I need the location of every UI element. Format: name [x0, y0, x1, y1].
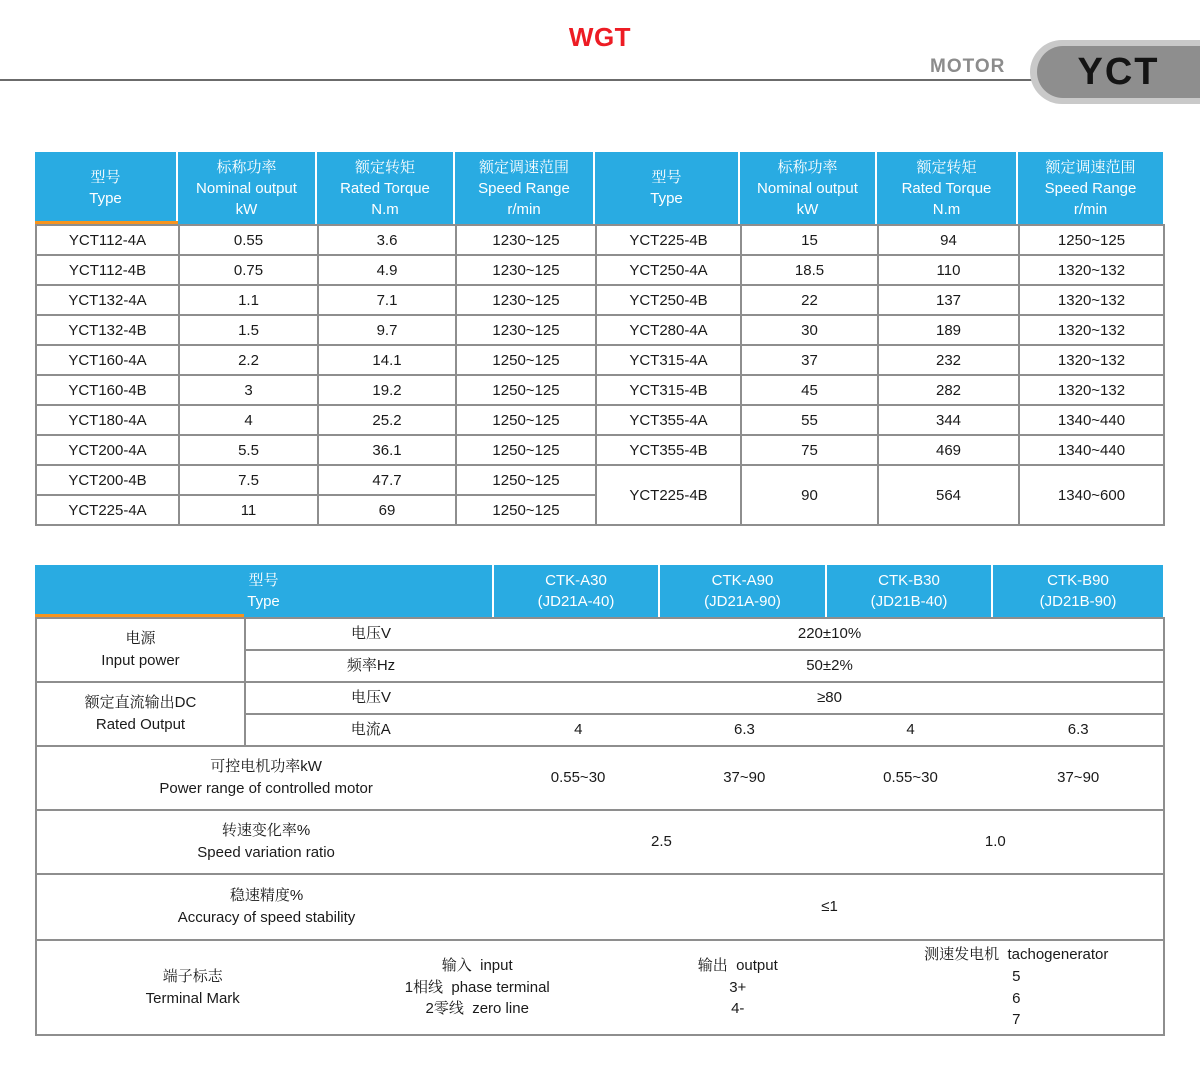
- value-current-b30: 4: [906, 721, 915, 739]
- label-zh: 电源: [125, 630, 156, 648]
- cell-torque: 14.1: [318, 345, 456, 375]
- cell-output: 18.5: [741, 255, 878, 285]
- column-header-type: [35, 565, 494, 617]
- table-row: [36, 375, 1164, 405]
- cell-output: 30: [741, 315, 878, 345]
- label-zh: 可控电机功率kW: [210, 758, 322, 776]
- terminal-input-block: [348, 941, 606, 1034]
- header-en: Nominal output: [757, 179, 858, 197]
- sub-label-dc-current: 电流A: [350, 721, 391, 739]
- cell-torque: 47.7: [318, 465, 456, 495]
- model-name: CTK-A30: [545, 572, 607, 589]
- model-code: (JD21A-90): [704, 593, 781, 610]
- cell-output: 5.5: [179, 435, 318, 465]
- value-power-b30: 0.55~30: [883, 769, 938, 787]
- cell-type: YCT315-4B: [596, 375, 741, 405]
- yct-badge: [1030, 40, 1200, 104]
- cell-type: YCT112-4A: [36, 225, 179, 255]
- label-zh: 稳速精度%: [229, 887, 304, 905]
- motor-table-header: [35, 152, 1163, 224]
- header-zh: 型号: [90, 169, 121, 186]
- cell-speed-range: 1250~125: [456, 435, 596, 465]
- row-label-rated-output: [36, 682, 245, 746]
- header-unit: r/min: [507, 200, 541, 218]
- value-frequency: 50±2%: [806, 657, 853, 675]
- cell-torque: 69: [318, 495, 456, 525]
- table-row: [36, 405, 1164, 435]
- cell-type-merged: YCT225-4B: [596, 465, 741, 525]
- yct-badge-text: YCT: [1077, 50, 1160, 93]
- label-en: Terminal Mark: [145, 989, 240, 1007]
- cell-torque-merged: 564: [878, 465, 1019, 525]
- cell-speed-range: 1230~125: [456, 285, 596, 315]
- cell-terminal-mark: [36, 940, 1164, 1035]
- divider-line: [0, 79, 1032, 81]
- cell-speed-range: 1230~125: [456, 255, 596, 285]
- cell-type: YCT160-4B: [36, 375, 179, 405]
- cell-torque: 3.6: [318, 225, 456, 255]
- cell-dc-voltage: [245, 682, 1164, 714]
- column-header-type: [595, 152, 740, 224]
- table-row: [36, 810, 1164, 874]
- model-name: CTK-B30: [878, 572, 940, 589]
- terminal-output-line: 3+: [729, 978, 747, 996]
- cell-speed-range: 1250~125: [456, 495, 596, 525]
- cell-type: YCT250-4B: [596, 285, 741, 315]
- cell-output: 75: [741, 435, 878, 465]
- label-en: Rated Output: [95, 716, 186, 733]
- model-code: (JD21B-40): [870, 593, 948, 610]
- header-unit: r/min: [1073, 200, 1108, 218]
- label-zh: 转速变化率%: [221, 822, 311, 840]
- header-unit: N.m: [932, 200, 961, 218]
- header-en: Rated Torque: [340, 179, 430, 197]
- cell-torque: 25.2: [318, 405, 456, 435]
- header-zh: 额定调速范围: [1045, 158, 1136, 176]
- cell-output-merged: 90: [741, 465, 878, 525]
- terminal-input-line: 1相线 phase terminal: [404, 978, 550, 996]
- column-header-speed-range: [1018, 152, 1163, 224]
- label-en: Accuracy of speed stability: [177, 909, 356, 926]
- value-current-a90: 6.3: [734, 721, 755, 739]
- terminal-output-block: [606, 941, 870, 1034]
- label-zh: 端子标志: [162, 967, 223, 985]
- cell-torque: 189: [878, 315, 1019, 345]
- cell-speed-range: 1250~125: [456, 375, 596, 405]
- cell-output: 4: [179, 405, 318, 435]
- header-en: Speed Range: [478, 179, 570, 197]
- cell-type: YCT280-4A: [596, 315, 741, 345]
- cell-output: 0.55: [179, 225, 318, 255]
- cell-speed-variation: [36, 810, 1164, 874]
- terminal-tacho-title: 测速发电机 tachogenerator: [924, 946, 1109, 963]
- terminal-output-line: 4-: [731, 1000, 745, 1018]
- cell-torque: 9.7: [318, 315, 456, 345]
- cell-speed-range: 1250~125: [1019, 225, 1164, 255]
- orange-accent-bar: [35, 221, 178, 224]
- cell-torque: 137: [878, 285, 1019, 315]
- value-current-b90: 6.3: [1067, 721, 1089, 739]
- cell-torque: 7.1: [318, 285, 456, 315]
- label-en: Power range of controlled motor: [159, 780, 373, 797]
- row-label-power-range: [37, 747, 495, 809]
- cell-output: 2.2: [179, 345, 318, 375]
- terminal-tacho-line: 6: [1012, 989, 1021, 1007]
- cell-type: YCT180-4A: [36, 405, 179, 435]
- terminal-tacho-block: [870, 941, 1163, 1034]
- row-label-speed-accuracy: [37, 875, 496, 939]
- cell-dc-current: [245, 714, 1164, 746]
- table-row: [36, 435, 1164, 465]
- value-power-b90: 37~90: [1057, 769, 1100, 787]
- header-zh: 型号: [651, 169, 682, 186]
- cell-type: YCT200-4B: [36, 465, 179, 495]
- label-en: Input power: [101, 652, 180, 669]
- header-zh: 额定转矩: [916, 158, 977, 176]
- cell-speed-range: 1340~440: [1019, 405, 1164, 435]
- cell-torque: 19.2: [318, 375, 456, 405]
- sub-label-voltage: 电压V: [350, 625, 391, 643]
- model-name: CTK-B90: [1047, 572, 1109, 589]
- header-en: Nominal output: [196, 179, 297, 197]
- cell-output: 22: [741, 285, 878, 315]
- brand-logo: WGT: [568, 22, 632, 52]
- column-header-ctk-a90: [660, 565, 827, 617]
- cell-type: YCT200-4A: [36, 435, 179, 465]
- cell-type: YCT225-4B: [596, 225, 741, 255]
- row-label-terminal-mark: [37, 941, 348, 1034]
- header-en: Type: [650, 190, 683, 207]
- cell-speed-range: 1250~125: [456, 405, 596, 435]
- controller-spec-table: [35, 565, 1163, 1036]
- label-en: Speed variation ratio: [197, 844, 335, 861]
- header-unit: N.m: [371, 200, 399, 218]
- header-zh: 标称功率: [216, 158, 277, 176]
- header-unit: kW: [235, 200, 258, 218]
- cell-type: YCT225-4A: [36, 495, 179, 525]
- cell-output: 55: [741, 405, 878, 435]
- column-header-type: [35, 152, 178, 224]
- cell-speed-range: 1230~125: [456, 225, 596, 255]
- terminal-tacho-line: 5: [1012, 967, 1021, 985]
- table-row: [36, 345, 1164, 375]
- cell-speed-range: 1320~132: [1019, 255, 1164, 285]
- column-header-ctk-b90: [993, 565, 1163, 617]
- orange-accent-bar: [35, 614, 244, 617]
- cell-type: YCT160-4A: [36, 345, 179, 375]
- cell-torque: 94: [878, 225, 1019, 255]
- value-power-a30: 0.55~30: [550, 769, 606, 787]
- table-row: [36, 255, 1164, 285]
- cell-type: YCT250-4A: [596, 255, 741, 285]
- value-dc-voltage: ≥80: [817, 689, 842, 707]
- yct-badge-inner: [1037, 46, 1200, 98]
- cell-torque: 36.1: [318, 435, 456, 465]
- cell-type: YCT355-4B: [596, 435, 741, 465]
- sub-label-frequency: 频率Hz: [346, 657, 396, 675]
- sub-label-dc-voltage: 电压V: [350, 689, 391, 707]
- table-row: [36, 618, 1164, 650]
- table-row: [36, 682, 1164, 714]
- column-header-output: [740, 152, 877, 224]
- cell-output: 11: [179, 495, 318, 525]
- cell-power-range: [36, 746, 1164, 810]
- cell-output: 37: [741, 345, 878, 375]
- cell-speed-range: 1320~132: [1019, 375, 1164, 405]
- terminal-input-line: 2零线 zero line: [425, 1000, 529, 1018]
- value-current-a30: 4: [574, 721, 583, 739]
- cell-output: 15: [741, 225, 878, 255]
- motor-table-body: [35, 224, 1165, 526]
- header-zh: 额定转矩: [354, 158, 415, 176]
- cell-frequency: [245, 650, 1164, 682]
- value-voltage: 220±10%: [797, 625, 862, 643]
- cell-torque: 344: [878, 405, 1019, 435]
- cell-torque: 282: [878, 375, 1019, 405]
- value-speed-accuracy: ≤1: [821, 898, 838, 916]
- header-zh: 额定调速范围: [478, 158, 569, 176]
- model-name: CTK-A90: [711, 572, 774, 589]
- terminal-tacho-line: 7: [1012, 1011, 1021, 1029]
- value-power-a90: 37~90: [723, 769, 766, 787]
- header-zh: 型号: [248, 572, 279, 589]
- table-row: [36, 285, 1164, 315]
- header-en: Rated Torque: [901, 179, 992, 197]
- cell-speed-range: 1250~125: [456, 465, 596, 495]
- cell-type: YCT112-4B: [36, 255, 179, 285]
- header-en: Type: [247, 593, 280, 610]
- model-code: (JD21A-40): [537, 593, 615, 610]
- cell-output: 0.75: [179, 255, 318, 285]
- value-speed-variation-a: 2.5: [650, 833, 672, 851]
- table-row: [36, 874, 1164, 940]
- controller-table-body: [35, 617, 1165, 1036]
- table-row: [36, 465, 1164, 495]
- terminal-input-title: 输入 input: [441, 956, 513, 974]
- row-label-input-power: [36, 618, 245, 682]
- cell-voltage: [245, 618, 1164, 650]
- header-en: Type: [89, 190, 122, 207]
- header-zh: 标称功率: [777, 158, 838, 176]
- cell-speed-range: 1340~440: [1019, 435, 1164, 465]
- cell-speed-range: 1320~132: [1019, 285, 1164, 315]
- column-header-speed-range: [455, 152, 595, 224]
- cell-speed-range: 1320~132: [1019, 345, 1164, 375]
- column-header-ctk-a30: [494, 565, 660, 617]
- cell-output: 7.5: [179, 465, 318, 495]
- cell-torque: 110: [878, 255, 1019, 285]
- cell-type: YCT132-4B: [36, 315, 179, 345]
- cell-output: 3: [179, 375, 318, 405]
- model-code: (JD21B-90): [1039, 593, 1117, 610]
- column-header-torque: [317, 152, 455, 224]
- row-label-speed-variation: [37, 811, 495, 873]
- cell-output: 1.1: [179, 285, 318, 315]
- cell-speed-range: 1230~125: [456, 315, 596, 345]
- cell-type: YCT355-4A: [596, 405, 741, 435]
- value-speed-variation-b: 1.0: [984, 833, 1006, 851]
- cell-torque: 4.9: [318, 255, 456, 285]
- cell-output: 1.5: [179, 315, 318, 345]
- cell-speed-range: 1320~132: [1019, 315, 1164, 345]
- cell-speed-accuracy: [36, 874, 1164, 940]
- cell-output: 45: [741, 375, 878, 405]
- column-header-output: [178, 152, 317, 224]
- cell-torque: 469: [878, 435, 1019, 465]
- cell-type: YCT132-4A: [36, 285, 179, 315]
- terminal-output-title: 输出 output: [697, 956, 778, 974]
- label-zh: 额定直流输出DC: [84, 694, 197, 712]
- table-row: [36, 940, 1164, 1035]
- column-header-torque: [877, 152, 1018, 224]
- cell-speed-range: 1250~125: [456, 345, 596, 375]
- cell-torque: 232: [878, 345, 1019, 375]
- controller-table-header: [35, 565, 1163, 617]
- table-row: [36, 225, 1164, 255]
- table-row: [36, 746, 1164, 810]
- header-unit: kW: [796, 200, 819, 218]
- column-header-ctk-b30: [827, 565, 993, 617]
- cell-speed-range-merged: 1340~600: [1019, 465, 1164, 525]
- table-row: [36, 315, 1164, 345]
- motor-spec-table: [35, 152, 1163, 526]
- section-label: MOTOR: [930, 56, 1006, 77]
- cell-type: YCT315-4A: [596, 345, 741, 375]
- header-en: Speed Range: [1044, 179, 1137, 197]
